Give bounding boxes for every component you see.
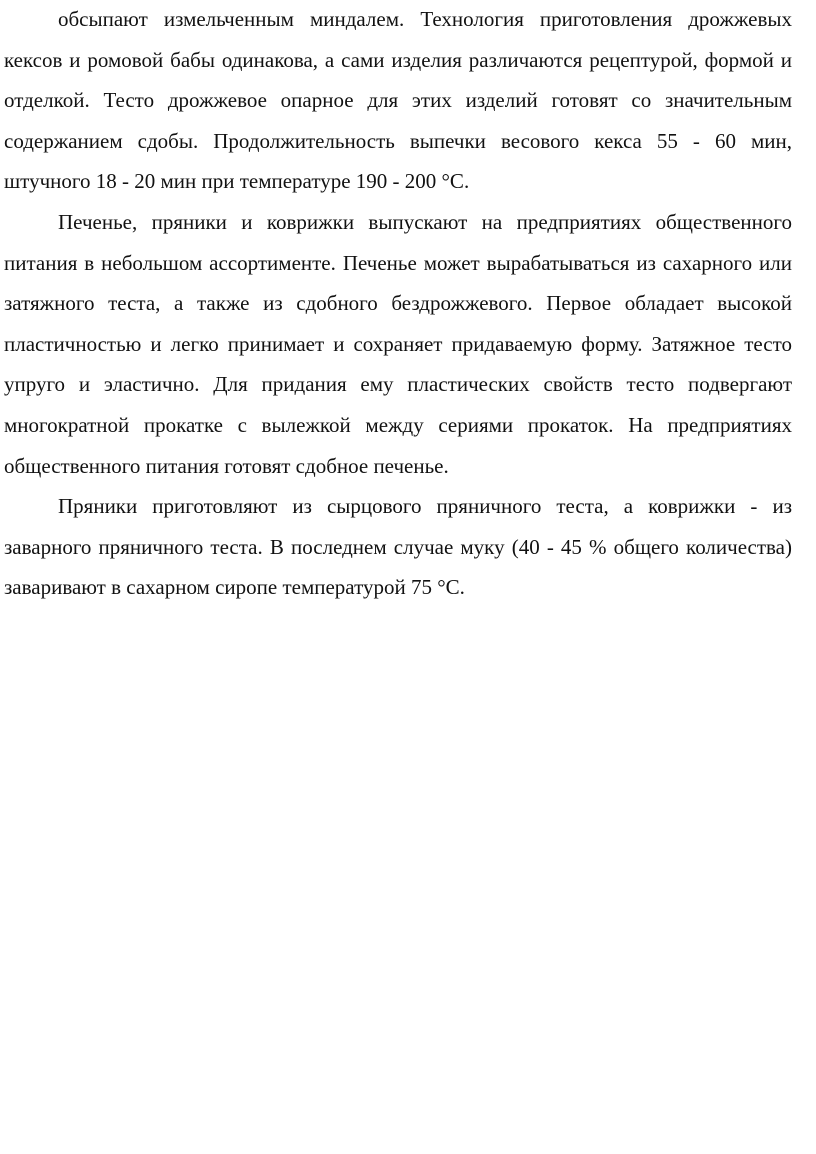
paragraph-2: Печенье, пряники и коврижки выпускают на предприятиях общественного питания в небольшом ассортименте. Печенье может вырабатываться из сахарного или затяжного теста, а также из сдобного бездрожжевого. Первое обладает высокой пластичностью и легко принимает и сохраняет придаваемую форму. Затяжное тесто упруго и эластично. Для придания ему пластических свойств тесто подвергают многократной прокатке с вылежкой между сериями прокаток. На предприятиях общественного питания готовят сдобное печенье. (4, 209, 792, 478)
paragraph-1: обсыпают измельченным миндалем. Технология приготовления дрожжевых кексов и ромовой бабы одинакова, а сами изделия различаются рецептурой, формой и отделкой. Тесто дрожжевое опарное для этих изделий готовят со значительным содержанием сдобы. Продолжительность выпечки весового кекса 55 - 60 мин, штучного 18 - 20 мин при температуре 190 - 200 °С. (4, 7, 792, 194)
document-body (4, 0, 792, 608)
paragraph-3: Пряники приготовляют из сырцового пряничного теста, а коврижки - из заварного пряничного теста. В последнем случае муку (40 - 45 % общего количества) заваривают в сахарном сиропе температурой 75 °С. (4, 494, 792, 600)
